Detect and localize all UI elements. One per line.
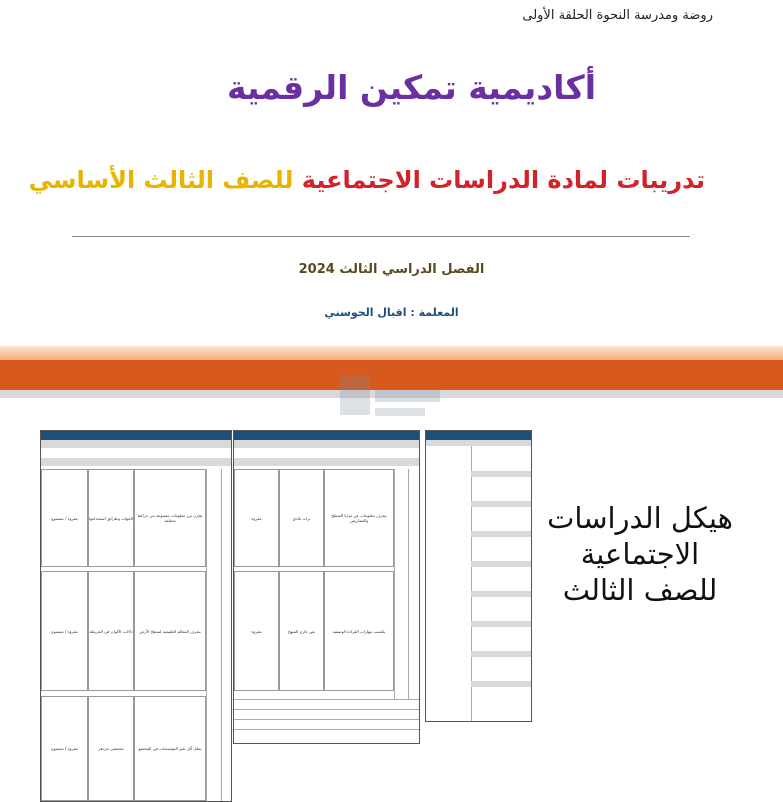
cell-outcome: يتعرف المعالم الطبيعية لسطح الأرض <box>134 571 206 691</box>
structure-line-3: للصف الثالث <box>562 573 718 607</box>
cell-mode: مقروء <box>234 571 279 691</box>
school-name: روضة ومدرسة النحوة الحلقة الأولى <box>522 8 713 23</box>
cell-outcome: يتعرف معلومات عن مزايا السطح والتضاريس <box>324 469 394 567</box>
divider-line <box>72 236 690 237</box>
teacher-name: المعلمة : اقبال الحوسني <box>324 306 459 319</box>
structure-line-1: هيكل الدراسات <box>547 501 733 535</box>
cell-topic: تراث بلادي <box>279 469 324 567</box>
term-label: الفصل الدراسي الثالث 2024 <box>298 262 485 277</box>
exam-info-table <box>425 430 532 722</box>
cell-mode: مقروء / مسموع <box>41 469 88 567</box>
cell-topic: نص خارج المنهج <box>279 571 324 691</box>
exam-structure-table-2 <box>233 430 420 744</box>
cell-topic: دلالات الألوان في الخريطة <box>88 571 134 691</box>
structure-line-2: الاجتماعية <box>580 537 700 571</box>
cell-outcome: يحلل آثار تغير المؤسسات في المجتمع <box>134 696 206 801</box>
watermark-logo <box>330 370 450 430</box>
cell-topic: الجهات وطرائق استخدامها <box>88 469 134 567</box>
cell-outcome: يقارن بين معلومات مصنوعة من خرائط مختلفة <box>134 469 206 567</box>
cell-topic: مجتمعي مزدهر <box>88 696 134 801</box>
structure-label <box>540 500 740 608</box>
cell-mode: مقروء <box>234 469 279 567</box>
academy-title: أكاديمية تمكين الرقمية <box>226 68 597 107</box>
exam-structure-table-1 <box>40 430 232 802</box>
subtitle <box>29 166 705 194</box>
cell-mode: مقروء / مسموع <box>41 696 88 801</box>
subtitle-subject: تدريبات لمادة الدراسات الاجتماعية <box>301 166 705 194</box>
cell-mode: مقروء / مسموع <box>41 571 88 691</box>
cell-outcome: يكتسب مهارات القراءة الوصفية <box>324 571 394 691</box>
subtitle-grade: للصف الثالث الأساسي <box>28 166 294 194</box>
